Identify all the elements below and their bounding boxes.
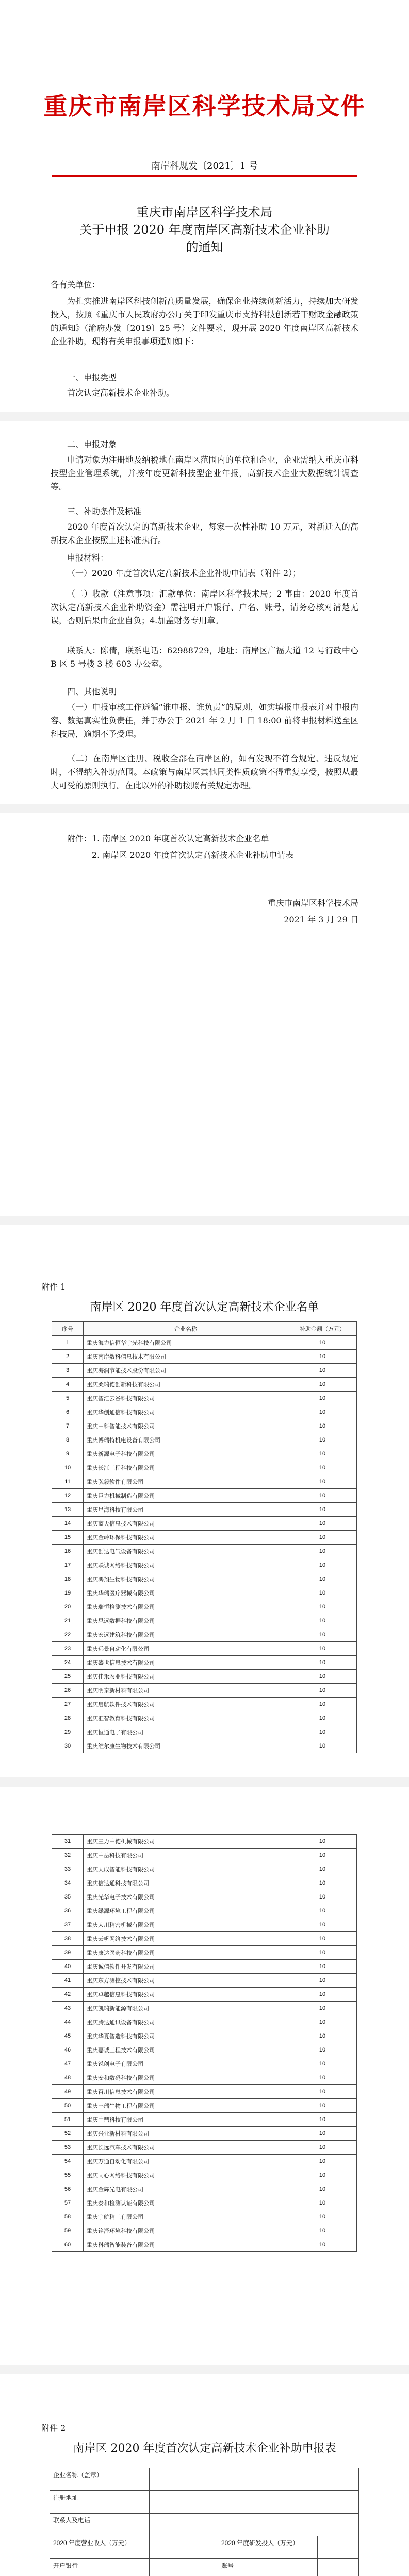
row-index: 16 <box>52 1545 84 1558</box>
addressee: 各有关单位： <box>51 280 101 290</box>
subsidy-amount: 10 <box>288 1392 357 1405</box>
company-name: 重庆博瑞特机电设备有限公司 <box>84 1433 288 1447</box>
subsidy-amount: 10 <box>288 1932 357 1946</box>
table-row <box>52 1960 357 1974</box>
table-row <box>52 1656 357 1670</box>
table-row <box>52 1461 357 1475</box>
row-index: 52 <box>52 2127 84 2141</box>
table-row <box>52 1628 357 1642</box>
table-row <box>52 1405 357 1419</box>
company-name: 重庆同心网络科技有限公司 <box>84 2168 288 2182</box>
company-table-page2 <box>52 1834 357 2252</box>
row-index: 49 <box>52 2085 84 2099</box>
row-index: 17 <box>52 1558 84 1572</box>
row-index: 35 <box>52 1890 84 1904</box>
subsidy-amount: 10 <box>288 1461 357 1475</box>
company-name: 重庆佳禾农业科技有限公司 <box>84 1670 288 1684</box>
company-name: 重庆鸿翔生物科技有限公司 <box>84 1572 288 1586</box>
row-index: 46 <box>52 2043 84 2057</box>
subsidy-amount: 10 <box>288 1614 357 1628</box>
table-row <box>52 2196 357 2210</box>
company-name: 重庆盛世信息技术有限公司 <box>84 1656 288 1670</box>
form-label: 开户银行 <box>50 2559 150 2576</box>
table-row <box>52 1419 357 1433</box>
company-name: 重庆联诚网络科技有限公司 <box>84 1558 288 1572</box>
subsidy-amount: 10 <box>288 1489 357 1503</box>
annex1-title: 南岸区 2020 年度首次认定高新技术企业名单 <box>90 1301 319 1314</box>
page-break <box>0 412 409 421</box>
row-index: 51 <box>52 2113 84 2127</box>
company-name: 重庆海力信恒华宇光科技有限公司 <box>84 1336 288 1350</box>
company-name: 重庆金辉光电有限公司 <box>84 2182 288 2196</box>
table-row <box>52 1531 357 1545</box>
table-row <box>52 1711 357 1725</box>
company-name: 重庆铭泽环境科技有限公司 <box>84 2224 288 2238</box>
company-name: 重庆华夏智造科技有限公司 <box>84 2029 288 2043</box>
table-row <box>52 1586 357 1600</box>
subsidy-amount: 10 <box>288 2224 357 2238</box>
address-field[interactable] <box>150 2491 359 2514</box>
subsidy-amount: 10 <box>288 2168 357 2182</box>
subsidy-amount: 10 <box>288 1558 357 1572</box>
row-index: 28 <box>52 1711 84 1725</box>
company-name: 重庆星海科技有限公司 <box>84 1503 288 1517</box>
signing-organization: 重庆市南岸区科学技术局 <box>267 898 358 908</box>
table-header-row <box>52 1322 357 1336</box>
subsidy-amount: 10 <box>288 1350 357 1364</box>
table-row <box>52 1447 357 1461</box>
row-index: 39 <box>52 1946 84 1960</box>
row-index: 20 <box>52 1600 84 1614</box>
table-row <box>52 1684 357 1698</box>
subsidy-amount: 10 <box>288 1531 357 1545</box>
row-index: 13 <box>52 1503 84 1517</box>
section1-body: 首次认定高新技术企业补助。 <box>67 388 175 398</box>
company-name: 重庆华瑞医疗器械有限公司 <box>84 1586 288 1600</box>
company-name: 重庆弘毅软件有限公司 <box>84 1475 288 1489</box>
subsidy-amount: 10 <box>288 2043 357 2057</box>
subsidy-amount: 10 <box>288 2029 357 2043</box>
row-index: 18 <box>52 1572 84 1586</box>
subsidy-amount: 10 <box>288 1642 357 1656</box>
row-index: 27 <box>52 1698 84 1711</box>
subsidy-amount: 10 <box>288 1739 357 1753</box>
table-row <box>52 1918 357 1932</box>
company-name: 重庆兴业新材料有限公司 <box>84 2127 288 2141</box>
subsidy-amount: 10 <box>288 1378 357 1392</box>
subsidy-amount: 10 <box>288 2085 357 2099</box>
form-label: 账号 <box>218 2559 318 2576</box>
row-index: 41 <box>52 1974 84 1988</box>
table-row <box>52 2210 357 2224</box>
table-row <box>52 2155 357 2168</box>
page-break <box>0 2365 409 2374</box>
subsidy-amount: 10 <box>288 2127 357 2141</box>
subsidy-amount: 10 <box>288 1670 357 1684</box>
table-row <box>52 1739 357 1753</box>
subsidy-amount: 10 <box>288 1517 357 1531</box>
table-row <box>52 2015 357 2029</box>
subsidy-amount: 10 <box>288 1988 357 2002</box>
form-label: 2020 年度营业收入（万元） <box>50 2536 150 2559</box>
subsidy-amount: 10 <box>288 1600 357 1614</box>
section4-title: 四、其他说明 <box>67 687 117 697</box>
table-row <box>52 2141 357 2155</box>
company-name: 重庆诚信软件开发有限公司 <box>84 1960 288 1974</box>
row-index: 5 <box>52 1392 84 1405</box>
row-index: 1 <box>52 1336 84 1350</box>
row-index: 45 <box>52 2029 84 2043</box>
company-name: 重庆华创通信科技有限公司 <box>84 1405 288 1419</box>
table-row <box>52 1503 357 1517</box>
row-index: 60 <box>52 2238 84 2252</box>
table-row <box>52 1876 357 1890</box>
company-name: 重庆思远数据科技有限公司 <box>84 1614 288 1628</box>
company-name: 重庆长江工程科技有限公司 <box>84 1461 288 1475</box>
subsidy-amount: 10 <box>288 1960 357 1974</box>
subsidy-amount: 10 <box>288 1545 357 1558</box>
notice-title-line2: 关于申报 2020 年度南岸区高新技术企业补助 <box>79 223 330 237</box>
company-name: 重庆新源电子科技有限公司 <box>84 1447 288 1461</box>
subsidy-amount: 10 <box>288 2182 357 2196</box>
subsidy-amount: 10 <box>288 1433 357 1447</box>
company-name: 重庆海润节能技术股份有限公司 <box>84 1364 288 1378</box>
table-row <box>52 2002 357 2015</box>
annex1-label: 附件 1 <box>41 1282 66 1292</box>
subsidy-amount: 10 <box>288 1475 357 1489</box>
row-index: 56 <box>52 2182 84 2196</box>
row-index: 4 <box>52 1378 84 1392</box>
company-field[interactable] <box>150 2468 359 2491</box>
company-name: 重庆蓝天信息技术有限公司 <box>84 1517 288 1531</box>
subsidy-amount: 10 <box>288 1336 357 1350</box>
row-index: 53 <box>52 2141 84 2155</box>
table-row <box>52 1698 357 1711</box>
subsidy-amount: 10 <box>288 1684 357 1698</box>
application-form <box>50 2468 359 2576</box>
table-row <box>52 2127 357 2141</box>
subsidy-amount: 10 <box>288 2210 357 2224</box>
company-name: 重庆锐创电子有限公司 <box>84 2057 288 2071</box>
row-index: 34 <box>52 1876 84 1890</box>
company-name: 重庆东方测控技术有限公司 <box>84 1974 288 1988</box>
section3-body: 2020 年度首次认定的高新技术企业，每家一次性补助 10 万元，对新迁入的高新技术企业按照上述标准执行。 <box>51 522 358 545</box>
company-table-page1 <box>52 1321 357 1753</box>
company-name: 重庆丰瑞生物工程有限公司 <box>84 2099 288 2113</box>
row-index: 31 <box>52 1835 84 1849</box>
company-name: 重庆中岳科技有限公司 <box>84 1849 288 1862</box>
red-divider <box>52 175 357 177</box>
subsidy-amount: 10 <box>288 1572 357 1586</box>
row-index: 33 <box>52 1862 84 1876</box>
company-name: 重庆金岭环保科技有限公司 <box>84 1531 288 1545</box>
section2-title: 二、申报对象 <box>67 439 117 449</box>
table-row <box>52 1904 357 1918</box>
row-index: 40 <box>52 1960 84 1974</box>
company-name: 重庆中科智能技术有限公司 <box>84 1419 288 1433</box>
subsidy-amount: 10 <box>288 1946 357 1960</box>
row-index: 38 <box>52 1932 84 1946</box>
company-name: 重庆信达通科技有限公司 <box>84 1876 288 1890</box>
table-row <box>52 1835 357 1849</box>
annex2-title: 南岸区 2020 年度首次认定高新技术企业补助申报表 <box>73 2442 336 2455</box>
subsidy-amount: 10 <box>288 1364 357 1378</box>
table-row <box>52 1433 357 1447</box>
subsidy-amount: 10 <box>288 1835 357 1849</box>
row-index: 26 <box>52 1684 84 1698</box>
table-row <box>52 2071 357 2085</box>
notice-title-line1: 重庆市南岸区科学技术局 <box>136 205 273 219</box>
material-item-1: （一）2020 年度首次认定高新技术企业补助申请表（附件 2）； <box>67 568 301 578</box>
subsidy-amount: 10 <box>288 2015 357 2029</box>
table-row <box>52 2168 357 2182</box>
company-name: 重庆泰和检测认证有限公司 <box>84 2196 288 2210</box>
row-index: 29 <box>52 1725 84 1739</box>
table-row <box>52 2099 357 2113</box>
revenue-field[interactable] <box>150 2536 218 2559</box>
attachment-1: 附件：1. 南岸区 2020 年度首次认定高新技术企业名单 <box>67 834 269 843</box>
row-index: 19 <box>52 1586 84 1600</box>
company-name: 重庆明泰新材料有限公司 <box>84 1684 288 1698</box>
subsidy-amount: 10 <box>288 1656 357 1670</box>
subsidy-amount: 10 <box>288 2238 357 2252</box>
form-label: 企业名称（盖章） <box>50 2468 150 2491</box>
company-name: 重庆腾达通讯设备有限公司 <box>84 2015 288 2029</box>
material-item-2: （二）收款（注意事项：汇款单位：南岸区科学技术局；2 事由：2020 年度首次认定高新技术企业补助资金）需注明开户银行、户名、账号，请务必核对清楚无误，否则后果由企业自负；4.加盖财务专用章。 <box>51 589 358 625</box>
row-index: 30 <box>52 1739 84 1753</box>
row-index: 47 <box>52 2057 84 2071</box>
row-index: 58 <box>52 2210 84 2224</box>
table-row <box>52 1572 357 1586</box>
table-row <box>52 1336 357 1350</box>
company-name: 重庆三力中德机械有限公司 <box>84 1835 288 1849</box>
row-index: 59 <box>52 2224 84 2238</box>
table-row <box>52 2238 357 2252</box>
row-index: 7 <box>52 1419 84 1433</box>
company-name: 重庆瑞恒检测技术有限公司 <box>84 1600 288 1614</box>
company-name: 重庆科瑞智能装备有限公司 <box>84 2238 288 2252</box>
table-row <box>52 2113 357 2127</box>
subsidy-amount: 10 <box>288 2099 357 2113</box>
subsidy-amount: 10 <box>288 1849 357 1862</box>
company-name: 重庆桑瑞德创新科技有限公司 <box>84 1378 288 1392</box>
row-index: 50 <box>52 2099 84 2113</box>
subsidy-amount: 10 <box>288 1419 357 1433</box>
subsidy-amount: 10 <box>288 2196 357 2210</box>
annex2-label: 附件 2 <box>41 2423 66 2433</box>
subsidy-amount: 10 <box>288 1876 357 1890</box>
subsidy-amount: 10 <box>288 1918 357 1932</box>
table-row <box>52 2224 357 2238</box>
other-item-1: （一）申报审核工作遵循“谁申报、谁负责”的原则，如实填报申报表并对申报内容、数据真实性负责任，并于办公于 2021 年 2 月 1 日 18:00 前将申报材料送至区科技局，逾期不予受理。 <box>51 702 358 739</box>
table-row <box>52 1392 357 1405</box>
table-row <box>52 1545 357 1558</box>
column-header: 补助金额（万元） <box>288 1322 357 1336</box>
table-row <box>52 1725 357 1739</box>
table-row <box>52 1489 357 1503</box>
row-index: 25 <box>52 1670 84 1684</box>
account-field[interactable] <box>318 2559 359 2576</box>
subsidy-amount: 10 <box>288 1862 357 1876</box>
table-row <box>52 1517 357 1531</box>
bank-field[interactable] <box>150 2559 218 2576</box>
attachment-2: 2. 南岸区 2020 年度首次认定高新技术企业补助申请表 <box>92 850 294 860</box>
row-index: 42 <box>52 1988 84 2002</box>
company-name: 重庆恒通电子有限公司 <box>84 1725 288 1739</box>
section3-title: 三、补助条件及标准 <box>67 506 142 516</box>
company-name: 重庆宇航精工有限公司 <box>84 2210 288 2224</box>
document-number: 南岸科规发〔2021〕1 号 <box>151 161 258 172</box>
company-name: 重庆中鼎科技有限公司 <box>84 2113 288 2127</box>
subsidy-amount: 10 <box>288 2002 357 2015</box>
page-break <box>0 804 409 813</box>
subsidy-amount: 10 <box>288 1503 357 1517</box>
table-row <box>52 1378 357 1392</box>
row-index: 2 <box>52 1350 84 1364</box>
row-index: 32 <box>52 1849 84 1862</box>
company-name: 重庆汇智教育科技有限公司 <box>84 1711 288 1725</box>
subsidy-amount: 10 <box>288 1890 357 1904</box>
materials-title: 申报材料： <box>67 553 109 563</box>
table-row <box>52 1558 357 1572</box>
row-index: 15 <box>52 1531 84 1545</box>
table-row <box>52 1350 357 1364</box>
company-name: 重庆维尔康生物技术有限公司 <box>84 1739 288 1753</box>
subsidy-amount: 10 <box>288 1725 357 1739</box>
subsidy-amount: 10 <box>288 2057 357 2071</box>
other-item-2: （二）在南岸区注册、税收全部在南岸区的，如有发现不符合规定、违反规定时，不得纳入补助范围。本政策与南岸区其他同类性质政策不得重复享受，按照从最大可受的原则执行。在此以外的补助按照有关规定办理。 <box>51 754 358 790</box>
company-name: 重庆南岸数科信息技术有限公司 <box>84 1350 288 1364</box>
table-row <box>52 1974 357 1988</box>
table-row <box>52 1988 357 2002</box>
table-row <box>52 1475 357 1489</box>
row-index: 3 <box>52 1364 84 1378</box>
row-index: 8 <box>52 1433 84 1447</box>
subsidy-amount: 10 <box>288 1974 357 1988</box>
table-row <box>52 1849 357 1862</box>
row-index: 11 <box>52 1475 84 1489</box>
company-name: 重庆安和数码科技有限公司 <box>84 2071 288 2085</box>
row-index: 23 <box>52 1642 84 1656</box>
page-break <box>0 1777 409 1787</box>
page-break <box>0 1216 409 1225</box>
row-index: 12 <box>52 1489 84 1503</box>
table-row <box>52 1946 357 1960</box>
company-name: 重庆绿源环境工程有限公司 <box>84 1904 288 1918</box>
table-row <box>52 2043 357 2057</box>
row-index: 44 <box>52 2015 84 2029</box>
subsidy-amount: 10 <box>288 1904 357 1918</box>
table-row <box>52 1670 357 1684</box>
row-index: 9 <box>52 1447 84 1461</box>
table-row <box>52 2085 357 2099</box>
row-index: 24 <box>52 1656 84 1670</box>
section1-title: 一、申报类型 <box>67 372 117 382</box>
row-index: 6 <box>52 1405 84 1419</box>
signing-date: 2021 年 3 月 29 日 <box>284 914 358 924</box>
company-name: 重庆嘉诚工程技术有限公司 <box>84 2043 288 2057</box>
company-name: 重庆卓越信息科技有限公司 <box>84 1988 288 2002</box>
rd-field[interactable] <box>318 2536 359 2559</box>
intro-paragraph: 为扎实推进南岸区科技创新高质量发展，确保企业持续创新活力，持续加大研发投入，按照《重庆市人民政府办公厅关于印发重庆市支持科技创新若干财政金融政策的通知》（渝府办发〔2019〕25 号）文件要求，现开展 2020 年度南岸区高新技术企业补助，现将有关申报事项通知如下： <box>51 296 358 346</box>
company-name: 重庆康达医药科技有限公司 <box>84 1946 288 1960</box>
row-index: 54 <box>52 2155 84 2168</box>
contact-info: 联系人：陈倩，联系电话：62988729，地址：南岸区广福大道 12 号行政中心 B 区 5 号楼 3 楼 603 办公室。 <box>51 646 358 669</box>
table-row <box>52 2029 357 2043</box>
row-index: 14 <box>52 1517 84 1531</box>
company-name: 重庆凯瑞新能源有限公司 <box>84 2002 288 2015</box>
notice-title-line3: 的通知 <box>186 240 223 255</box>
table-row <box>52 1600 357 1614</box>
table-row <box>52 1614 357 1628</box>
subsidy-amount: 10 <box>288 1447 357 1461</box>
table-row <box>52 2182 357 2196</box>
subsidy-amount: 10 <box>288 1405 357 1419</box>
table-row <box>52 2057 357 2071</box>
section2-body: 申请对象为注册地及纳税地在南岸区范围内的单位和企业，企业需纳入重庆市科技型企业管理系统，并按年度更新科技型企业年报，高新技术企业大数据统计调查等。 <box>51 455 358 492</box>
agency-title: 重庆市南岸区科学技术局文件 <box>43 92 366 120</box>
column-header: 序号 <box>52 1322 84 1336</box>
form-label: 联系人及电话 <box>50 2514 150 2536</box>
company-name: 重庆宏远建筑科技有限公司 <box>84 1628 288 1642</box>
table-row <box>52 1932 357 1946</box>
table-row <box>52 1862 357 1876</box>
form-label: 注册地址 <box>50 2491 150 2514</box>
subsidy-amount: 10 <box>288 2071 357 2085</box>
company-name: 重庆天成智能科技有限公司 <box>84 1862 288 1876</box>
form-label: 2020 年度研发投入（万元） <box>218 2536 318 2559</box>
company-name: 重庆智汇云谷科技有限公司 <box>84 1392 288 1405</box>
subsidy-amount: 10 <box>288 1628 357 1642</box>
row-index: 43 <box>52 2002 84 2015</box>
row-index: 36 <box>52 1904 84 1918</box>
company-name: 重庆创达电气设备有限公司 <box>84 1545 288 1558</box>
company-name: 重庆百川信息技术有限公司 <box>84 2085 288 2099</box>
company-name: 重庆长远汽车技术有限公司 <box>84 2141 288 2155</box>
table-row <box>52 1642 357 1656</box>
company-name: 重庆巨力机械制造有限公司 <box>84 1489 288 1503</box>
row-index: 37 <box>52 1918 84 1932</box>
table-row <box>52 1890 357 1904</box>
subsidy-amount: 10 <box>288 2113 357 2127</box>
row-index: 57 <box>52 2196 84 2210</box>
row-index: 55 <box>52 2168 84 2182</box>
subsidy-amount: 10 <box>288 2155 357 2168</box>
company-name: 重庆远景自动化有限公司 <box>84 1642 288 1656</box>
row-index: 48 <box>52 2071 84 2085</box>
company-name: 重庆启航软件技术有限公司 <box>84 1698 288 1711</box>
company-name: 重庆万通自动化有限公司 <box>84 2155 288 2168</box>
subsidy-amount: 10 <box>288 1711 357 1725</box>
contact-field[interactable] <box>150 2514 359 2536</box>
subsidy-amount: 10 <box>288 1698 357 1711</box>
subsidy-amount: 10 <box>288 2141 357 2155</box>
column-header: 企业名称 <box>84 1322 288 1336</box>
company-name: 重庆大川精密机械有限公司 <box>84 1918 288 1932</box>
row-index: 22 <box>52 1628 84 1642</box>
table-row <box>52 1364 357 1378</box>
company-name: 重庆光华电子技术有限公司 <box>84 1890 288 1904</box>
company-name: 重庆云帆网络技术有限公司 <box>84 1932 288 1946</box>
subsidy-amount: 10 <box>288 1586 357 1600</box>
row-index: 10 <box>52 1461 84 1475</box>
row-index: 21 <box>52 1614 84 1628</box>
